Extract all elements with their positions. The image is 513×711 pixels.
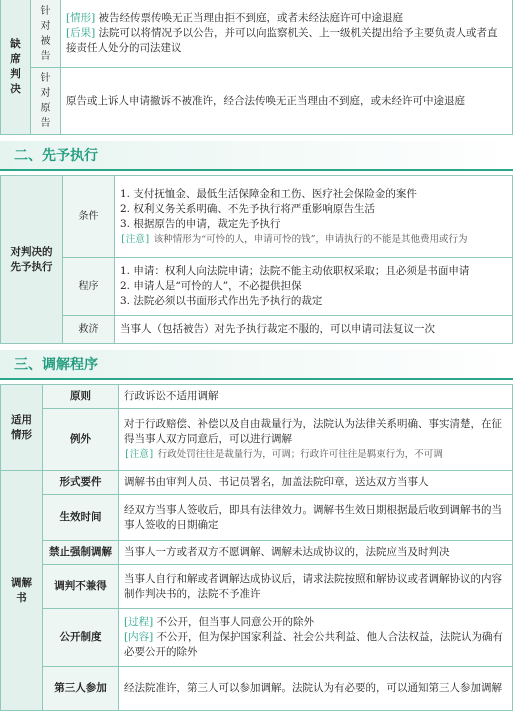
procedure-item: 2. 申请人是“可怜的人”，不必提供担保 [120,280,302,292]
procedure-label: 程序 [63,258,115,316]
inconsistent-label: 调判不兼得 [43,565,119,609]
condition-item: 3. 根据原告的申请，裁定先予执行 [120,217,281,230]
inconsistent-content: 当事人自行和解或者调解达成协议后，请求法院按照和解协议或者调解协议的内容制作判决书的，法院不予准许 [119,565,513,609]
defendant-label: 针对被告 [31,0,61,68]
ban-content: 当事人一方或者双方不愿调解、调解未达成协议的，法院应当及时判决 [119,541,513,565]
procedure-content [115,258,513,316]
conditions-label: 条件 [63,176,115,258]
principle-label: 原则 [43,385,119,409]
consequence-text: 法院可以将情况予以公告，并可以向监察机关、上一级机关提出给予主要负责人或者直接责任人处分的司法建议 [66,27,498,54]
ban-label: 禁止强制调解 [43,541,119,565]
defendant-content [61,0,513,68]
remedy-label: 救济 [63,316,115,344]
public-content: [过程] 不公开，但当事人同意公开的除外 [内容] 不公开，但为保护国家利益、社会公共利益、他人合法权益，法院认为确有必要公开的除外 [119,609,513,667]
condition-item: 1. 支付抚恤金、最低生活保障金和工伤、医疗社会保险金的案件 [120,187,417,200]
plaintiff-label: 针对原告 [31,68,61,135]
mediation-doc-header: 调解书 [1,471,43,711]
process-tag: [过程] [124,616,154,628]
default-judgment-table [0,0,513,135]
effect-label: 生效时间 [43,495,119,541]
section-title-advance-execution: 二、先予执行 [0,141,513,171]
conditions-content [115,176,513,258]
scope-header: 适用情形 [1,385,43,471]
procedure-item: 1. 申请：权利人向法院申请；法院不能主动依职权采取；且必须是书面申请 [120,265,470,277]
exception-content: 对于行政赔偿、补偿以及自由裁量行为，法院认为法律关系明确、事实清楚，在征得当事人双方同意后，可以进行调解 [注意] 行政处罚往往是裁量行为，可调；行政许可往往是羁束行为，不可调 [119,409,513,471]
form-label: 形式要件 [43,471,119,495]
note-tag: [注意] [124,449,155,460]
default-judgment-header: 缺席判决 [1,0,31,135]
condition-item: 2. 权利义务关系明确、不先予执行将严重影响原告生活 [120,202,375,215]
note-tag: [注意] [120,233,151,245]
third-party-content: 经法院准许，第三人可以参加调解。法院认为有必要的，可以通知第三人参加调解 [119,667,513,711]
mediation-table [0,384,513,711]
situation-text: 被告经传票传唤无正当理由拒不到庭，或者未经法庭许可中途退庭 [98,12,404,24]
form-content: 调解书由审判人员、书记员署名，加盖法院印章，送达双方当事人 [119,471,513,495]
principle-content: 行政诉讼不适用调解 [119,385,513,409]
exception-label: 例外 [43,409,119,471]
section-title-mediation: 三、调解程序 [0,350,513,380]
content-tag: [内容] [124,631,154,643]
note-text: 行政处罚往往是裁量行为，可调；行政许可往往是羁束行为，不可调 [157,449,443,460]
consequence-tag: [后果] [66,27,96,39]
advance-execution-table [0,175,513,344]
remedy-content: 当事人（包括被告）对先予执行裁定不服的，可以申请司法复议一次 [115,316,513,344]
effect-content: 经双方当事人签收后，即具有法律效力。调解书生效日期根据最后收到调解书的当事人签收的日期确定 [119,495,513,541]
situation-tag: [情形] [66,12,96,24]
note-text: 该种情形为“可怜的人，申请可怜的钱”，申请执行的不能是其他费用或行为 [153,233,468,245]
plaintiff-content: 原告或上诉人申请撤诉不被准许，经合法传唤无正当理由不到庭，或未经许可中途退庭 [61,68,513,135]
third-party-label: 第三人参加 [43,667,119,711]
public-label: 公开制度 [43,609,119,667]
procedure-item: 3. 法院必须以书面形式作出先予执行的裁定 [120,295,323,307]
advance-execution-header: 对判决的先予执行 [1,176,63,344]
